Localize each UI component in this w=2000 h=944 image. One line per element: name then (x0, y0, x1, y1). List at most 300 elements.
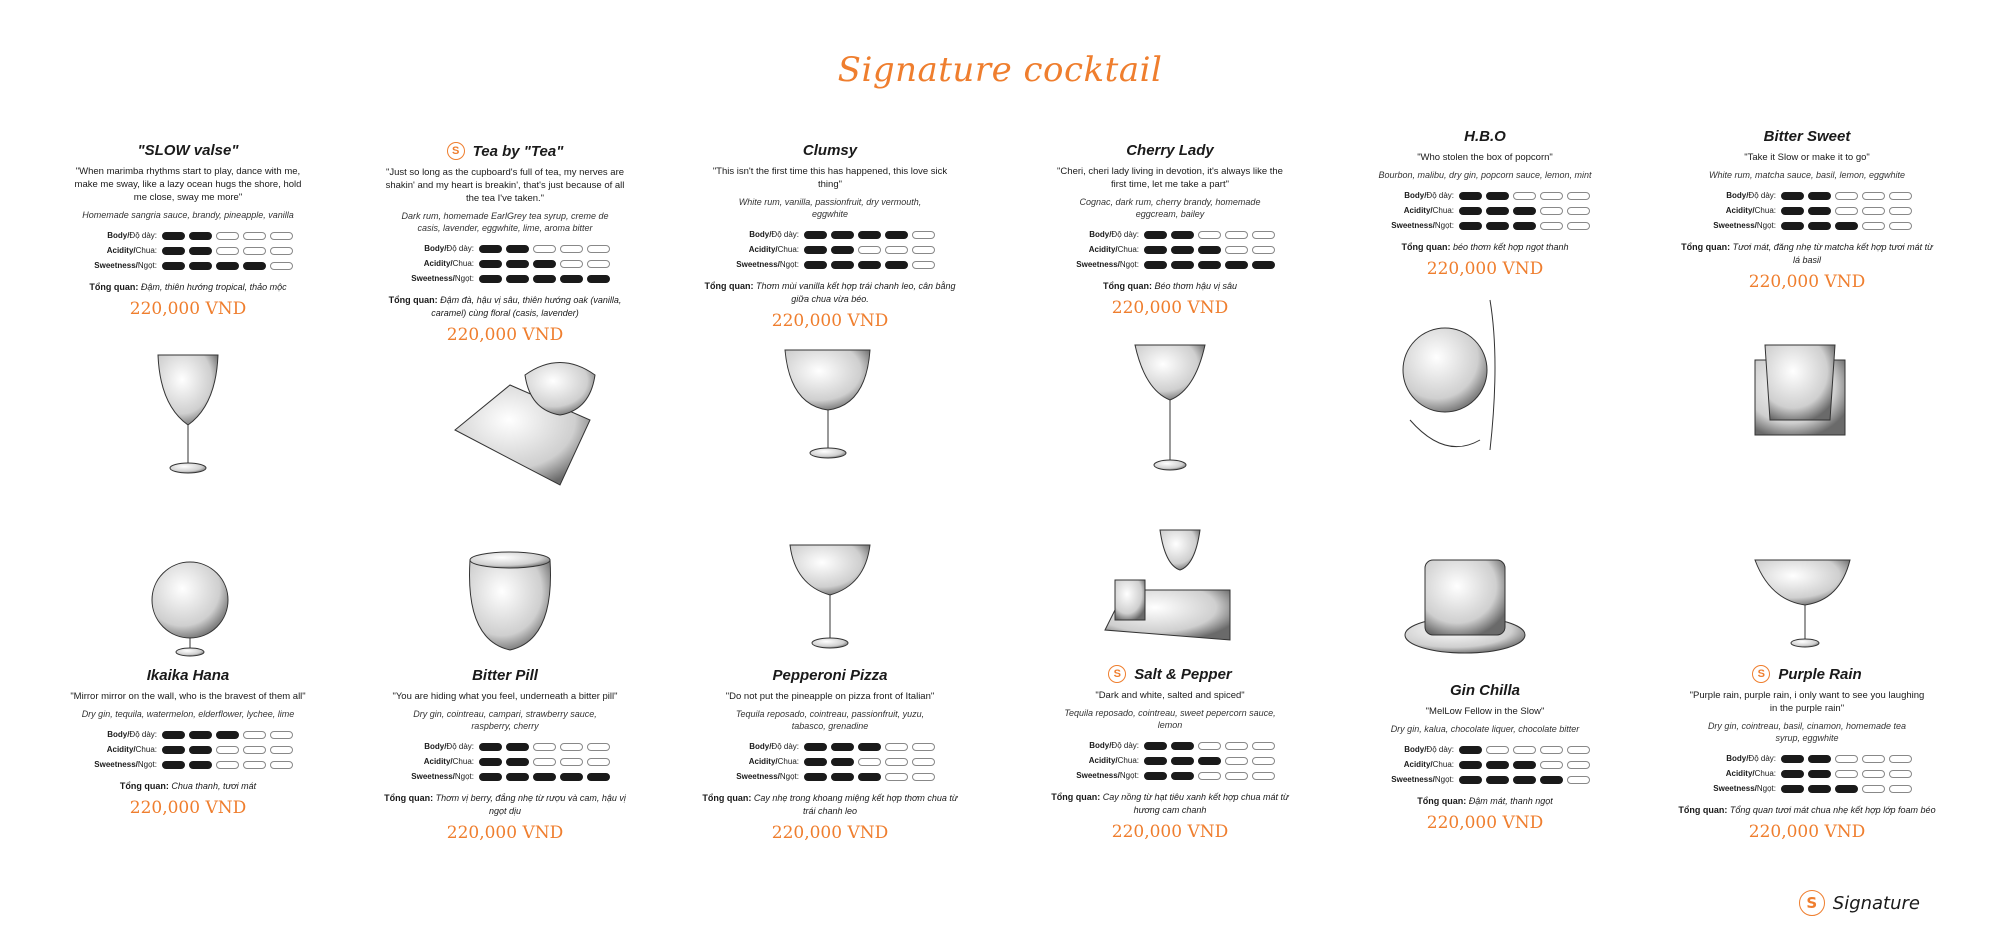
rating-label-body-vn: Độ dày: (1426, 191, 1454, 200)
rating-pill (912, 246, 935, 254)
cocktail-name-text: Cherry Lady (1126, 142, 1214, 159)
rating-row-acidity (1065, 753, 1275, 768)
rating-row-acidity (1065, 242, 1275, 257)
rating-pills-body (1781, 192, 1912, 200)
rating-row-body (83, 727, 293, 742)
rating-label-body-vn: Độ dày: (1426, 745, 1454, 754)
cocktail-name (680, 667, 980, 684)
cocktail-ingredients: Dark rum, homemade EarlGrey tea syrup, creme de casis, lavender, eggwhite, lime, aroma bitter (401, 211, 609, 233)
rating-pill (270, 247, 293, 255)
rating-label-acidity-en: Acidity/ (1088, 756, 1118, 765)
rating-pills-sweetness (162, 761, 293, 769)
rating-pill (587, 245, 610, 253)
rating-pill (885, 743, 908, 751)
rating-label-body (1065, 230, 1144, 239)
rating-label-sweetness-vn: Ngọt: (1119, 260, 1139, 269)
overview-text: Thơm mùi vanilla kết hợp trái chanh leo, cân bằng giữa chua vừa béo. (756, 281, 956, 304)
rating-pills-body (1144, 742, 1275, 750)
rating-label-acidity-vn: Chua: (1432, 206, 1454, 215)
rating-pill (1567, 222, 1590, 230)
rating-label-body-en: Body/ (1404, 191, 1427, 200)
rating-label-acidity-en: Acidity/ (1725, 206, 1755, 215)
rating-row-acidity (400, 754, 610, 769)
rating-label-body-vn: Độ dày: (771, 742, 799, 751)
rating-pill (533, 773, 556, 781)
rating-label-sweetness-vn: Ngọt: (454, 274, 474, 283)
rating-label-acidity-en: Acidity/ (423, 259, 453, 268)
rating-pill (1540, 192, 1563, 200)
rating-label-body-en: Body/ (424, 244, 447, 253)
rating-pill (587, 743, 610, 751)
rating-pill (1567, 192, 1590, 200)
rating-pill (912, 231, 935, 239)
cocktail-name-text: Ikaika Hana (146, 667, 230, 684)
overview-label: Tổng quan: (1051, 792, 1101, 802)
rating-pills-body (162, 731, 293, 739)
rating-pill (270, 232, 293, 240)
rating-label-acidity-vn: Chua: (777, 757, 799, 766)
rating-pill (560, 245, 583, 253)
rating-pill (1198, 742, 1221, 750)
overview-label: Tổng quan: (1401, 242, 1451, 252)
signature-logo-icon: S (1108, 665, 1126, 683)
rating-pill (587, 758, 610, 766)
cocktail-card (38, 142, 338, 319)
rating-label-sweetness-vn: Ngọt: (779, 260, 799, 269)
rating-pill (1225, 772, 1248, 780)
cocktail-overview (58, 780, 318, 793)
cocktail-price: 220,000 VND (1748, 822, 1866, 842)
cocktail-price: 220,000 VND (771, 823, 889, 843)
rating-pill (533, 245, 556, 253)
cocktail-ingredients: Homemade sangria sauce, brandy, pineapple, vanilla (82, 210, 294, 220)
rating-pill (1862, 755, 1885, 763)
rating-label-body-vn: Độ dày: (1748, 191, 1776, 200)
rating-pill (1862, 207, 1885, 215)
overview-text: Chua thanh, tươi mát (171, 781, 257, 791)
rating-pills-sweetness (479, 773, 610, 781)
cocktail-card (1335, 128, 1635, 279)
rating-pill (912, 743, 935, 751)
rating-row-body (400, 241, 610, 256)
rating-label-acidity (725, 245, 804, 254)
rating-label-body-en: Body/ (1089, 741, 1112, 750)
cocktail-name-text: Purple Rain (1778, 665, 1862, 683)
rating-label-sweetness-en: Sweetness/ (1391, 221, 1435, 230)
rating-label-body (83, 231, 162, 240)
cocktail-quote: "Purple rain, purple rain, i only want to see you laughing in the purple rain" (1689, 690, 1925, 714)
cocktail-overview (700, 792, 960, 818)
rating-pill (885, 758, 908, 766)
rating-pill (1198, 757, 1221, 765)
rating-row-sweetness (1065, 768, 1275, 783)
rating-pill (1540, 207, 1563, 215)
rating-label-acidity (1380, 206, 1459, 215)
rating-label-acidity-en: Acidity/ (1403, 206, 1433, 215)
rating-row-acidity (1702, 203, 1912, 218)
rating-pill (1567, 776, 1590, 784)
cocktail-name (38, 142, 338, 159)
glass-sketch-cherry-lady (1135, 345, 1205, 470)
rating-pills-acidity (1144, 757, 1275, 765)
cocktail-card (680, 142, 980, 331)
rating-row-sweetness (1065, 257, 1275, 272)
rating-row-acidity (1702, 766, 1912, 781)
cocktail-price: 220,000 VND (1426, 813, 1544, 833)
rating-label-sweetness-en: Sweetness/ (736, 772, 780, 781)
rating-pill (506, 758, 529, 766)
rating-row-acidity (725, 242, 935, 257)
rating-pill (858, 261, 881, 269)
rating-pill (1252, 246, 1275, 254)
rating-pill (858, 743, 881, 751)
overview-text: béo thơm kết hợp ngọt thanh (1453, 242, 1569, 252)
rating-pill (831, 231, 854, 239)
rating-pill (1513, 207, 1536, 215)
rating-table (1702, 188, 1912, 233)
rating-pill (1513, 746, 1536, 754)
cocktail-name-text: Pepperoni Pizza (772, 667, 888, 684)
rating-table (83, 727, 293, 772)
rating-label-acidity (1702, 769, 1781, 778)
cocktail-quote: "This isn't the first time this has happened, this love sick thing" (712, 166, 948, 190)
rating-pill (189, 247, 212, 255)
cocktail-price: 220,000 VND (1426, 259, 1544, 279)
rating-pill (831, 743, 854, 751)
glass-sketch-ikaika-hana (152, 562, 228, 656)
rating-pill (1486, 746, 1509, 754)
cocktail-ingredients: Tequila reposado, cointreau, sweet pepercorn sauce, lemon (1064, 708, 1276, 730)
rating-pills-sweetness (804, 261, 935, 269)
rating-label-sweetness-en: Sweetness/ (94, 760, 138, 769)
rating-pills-acidity (1144, 246, 1275, 254)
cocktail-ingredients: Bourbon, malibu, dry gin, popcorn sauce, lemon, mint (1378, 170, 1592, 180)
cocktail-price: 220,000 VND (1111, 822, 1229, 842)
rating-pill (1808, 222, 1831, 230)
rating-pills-acidity (1459, 207, 1590, 215)
rating-pill (1808, 770, 1831, 778)
signature-logo-icon: S (1799, 890, 1825, 916)
cocktail-ingredients: Dry gin, kalua, chocolate liquer, chocolate bitter (1390, 724, 1580, 734)
rating-pill (1862, 192, 1885, 200)
rating-pill (189, 262, 212, 270)
rating-pill (1781, 222, 1804, 230)
rating-pill (1808, 207, 1831, 215)
page-title: Signature cocktail (837, 50, 1163, 90)
rating-pill (216, 746, 239, 754)
cocktail-name-text: Bitter Pill (472, 667, 538, 684)
rating-label-sweetness-vn: Ngọt: (1119, 771, 1139, 780)
rating-pill (831, 758, 854, 766)
glass-sketch-gin-chilla (1405, 560, 1525, 653)
rating-pill (533, 743, 556, 751)
rating-label-acidity-en: Acidity/ (748, 757, 778, 766)
cocktail-ingredients: White rum, matcha sauce, basil, lemon, eggwhite (1708, 170, 1906, 180)
rating-label-sweetness-en: Sweetness/ (1713, 784, 1757, 793)
rating-pill (243, 247, 266, 255)
rating-label-body-en: Body/ (749, 742, 772, 751)
rating-row-sweetness (83, 757, 293, 772)
rating-pill (189, 731, 212, 739)
rating-label-body-vn: Độ dày: (129, 730, 157, 739)
cocktail-ingredients: Dry gin, tequila, watermelon, elderflower, lychee, lime (81, 709, 295, 719)
rating-pills-sweetness (1459, 776, 1590, 784)
rating-pills-acidity (162, 247, 293, 255)
rating-pill (216, 761, 239, 769)
rating-label-sweetness (1065, 771, 1144, 780)
rating-label-body (1702, 191, 1781, 200)
rating-pill (533, 758, 556, 766)
rating-table (1380, 188, 1590, 233)
rating-pill (1171, 757, 1194, 765)
rating-pill (1225, 261, 1248, 269)
rating-label-sweetness (725, 772, 804, 781)
rating-pill (1889, 192, 1912, 200)
rating-label-acidity-en: Acidity/ (1088, 245, 1118, 254)
cocktail-name (38, 667, 338, 684)
rating-row-acidity (1380, 203, 1590, 218)
overview-label: Tổng quan: (119, 781, 169, 791)
rating-label-acidity-vn: Chua: (452, 259, 474, 268)
footer-brand (1799, 890, 1920, 916)
rating-pill (1835, 785, 1858, 793)
cocktail-price: 220,000 VND (1111, 298, 1229, 318)
rating-pill (533, 275, 556, 283)
rating-pill (587, 275, 610, 283)
rating-pill (1198, 246, 1221, 254)
rating-table (83, 228, 293, 273)
rating-row-acidity (83, 243, 293, 258)
rating-label-body (1380, 745, 1459, 754)
rating-pill (1459, 192, 1482, 200)
rating-row-sweetness (400, 769, 610, 784)
rating-label-sweetness-vn: Ngọt: (779, 772, 799, 781)
rating-row-body (725, 227, 935, 242)
rating-pill (1144, 757, 1167, 765)
rating-label-body-en: Body/ (1089, 230, 1112, 239)
rating-row-sweetness (400, 271, 610, 286)
rating-label-acidity-vn: Chua: (1117, 245, 1139, 254)
rating-label-sweetness (1702, 784, 1781, 793)
cocktail-card (1335, 682, 1635, 833)
rating-label-acidity (725, 757, 804, 766)
rating-pill (243, 262, 266, 270)
rating-pills-acidity (162, 746, 293, 754)
signature-logo-icon: S (1752, 665, 1770, 683)
rating-row-sweetness (83, 258, 293, 273)
rating-pill (1144, 231, 1167, 239)
cocktail-name (355, 142, 655, 160)
rating-row-sweetness (1380, 772, 1590, 787)
cocktail-price: 220,000 VND (446, 325, 564, 345)
cocktail-overview (700, 280, 960, 306)
rating-pill (216, 731, 239, 739)
rating-pills-sweetness (1144, 261, 1275, 269)
cocktail-card (355, 667, 655, 843)
glass-sketch-tea-by-tea (455, 363, 595, 486)
cocktail-quote: "Dark and white, salted and spiced" (1095, 690, 1245, 701)
cocktail-quote: "You are hiding what you feel, underneath a bitter pill" (392, 691, 618, 702)
cocktail-name-text: "SLOW valse" (137, 142, 239, 159)
overview-text: Tổng quan tươi mát chua nhẹ kết hợp lớp foam béo (1729, 805, 1936, 815)
rating-pill (270, 761, 293, 769)
rating-label-body (1065, 741, 1144, 750)
rating-label-acidity-en: Acidity/ (748, 245, 778, 254)
rating-pill (858, 773, 881, 781)
overview-label: Tổng quan: (1681, 242, 1731, 252)
overview-text: Tươi mát, đăng nhẹ từ matcha kết hợp tươi mát từ lá basil (1732, 242, 1933, 265)
cocktail-quote: "Take it Slow or make it to go" (1744, 152, 1870, 163)
rating-pills-body (804, 743, 935, 751)
glass-sketch-pepperoni-pizza (790, 545, 870, 648)
rating-label-body (83, 730, 162, 739)
rating-pill (1889, 207, 1912, 215)
rating-label-body-vn: Độ dày: (771, 230, 799, 239)
rating-label-body (725, 742, 804, 751)
cocktail-name-text: Gin Chilla (1449, 682, 1520, 699)
glass-sketch-bitter-pill (470, 552, 551, 650)
rating-pill (1171, 261, 1194, 269)
overview-label: Tổng quan: (384, 793, 434, 803)
rating-pills-sweetness (479, 275, 610, 283)
overview-label: Tổng quan: (1417, 796, 1467, 806)
rating-row-acidity (725, 754, 935, 769)
rating-pill (885, 773, 908, 781)
rating-pill (162, 731, 185, 739)
rating-pill (1486, 222, 1509, 230)
rating-label-sweetness (83, 760, 162, 769)
cocktail-price: 220,000 VND (446, 823, 564, 843)
cocktail-name (1020, 665, 1320, 683)
rating-pill (912, 758, 935, 766)
overview-text: Cay nhẹ trong khoang miệng kết hợp thơm chua từ trái chanh leo (753, 793, 958, 816)
cocktail-price: 220,000 VND (1748, 272, 1866, 292)
rating-label-body-vn: Độ dày: (1111, 230, 1139, 239)
rating-pill (270, 262, 293, 270)
rating-row-acidity (83, 742, 293, 757)
rating-pills-body (804, 231, 935, 239)
rating-pill (804, 743, 827, 751)
rating-pill (479, 758, 502, 766)
rating-label-acidity (400, 259, 479, 268)
rating-label-acidity-vn: Chua: (1117, 756, 1139, 765)
rating-pill (1540, 776, 1563, 784)
rating-row-sweetness (1702, 781, 1912, 796)
rating-label-body-vn: Độ dày: (1111, 741, 1139, 750)
rating-pill (885, 261, 908, 269)
rating-pill (1459, 761, 1482, 769)
rating-pills-acidity (804, 758, 935, 766)
cocktail-overview (1677, 241, 1937, 267)
cocktail-overview (1040, 280, 1300, 293)
glass-sketch-hbo (1403, 300, 1495, 450)
rating-pill (1808, 785, 1831, 793)
rating-label-sweetness (1380, 221, 1459, 230)
rating-pills-body (1144, 231, 1275, 239)
cocktail-overview (1355, 795, 1615, 808)
rating-pill (912, 773, 935, 781)
rating-row-sweetness (1380, 218, 1590, 233)
cocktail-quote: "Do not put the pineapple on pizza front of Italian" (725, 691, 935, 702)
rating-label-body (400, 244, 479, 253)
glass-sketch-bitter-sweet (1755, 345, 1845, 435)
rating-label-body (725, 230, 804, 239)
cocktail-card (355, 142, 655, 345)
cocktail-ingredients: Tequila reposado, cointreau, passionfruit, yuzu, tabasco, grenadine (735, 709, 925, 731)
rating-pill (216, 247, 239, 255)
rating-row-sweetness (725, 769, 935, 784)
rating-pill (1781, 785, 1804, 793)
rating-pill (1252, 772, 1275, 780)
cocktail-quote: "Just so long as the cupboard's full of tea, my nerves are shakin' and my heart is breakin', that's just because of all the tea I've taken." (385, 167, 625, 204)
rating-pill (587, 260, 610, 268)
glass-sketch-slow-valse (158, 355, 218, 473)
cocktail-card (680, 667, 980, 843)
rating-label-sweetness-en: Sweetness/ (94, 261, 138, 270)
rating-pill (560, 773, 583, 781)
rating-pill (1862, 785, 1885, 793)
cocktail-ingredients: Cognac, dark rum, cherry brandy, homemade eggcream, bailey (1079, 197, 1261, 219)
rating-pills-sweetness (804, 773, 935, 781)
rating-label-acidity-vn: Chua: (1754, 206, 1776, 215)
rating-pill (1144, 261, 1167, 269)
overview-text: Đậm, thiên hướng tropical, thảo mộc (140, 282, 287, 292)
rating-label-body-vn: Độ dày: (446, 244, 474, 253)
rating-pill (858, 758, 881, 766)
rating-row-body (1065, 738, 1275, 753)
rating-pill (479, 773, 502, 781)
cocktail-price: 220,000 VND (129, 299, 247, 319)
rating-pill (1144, 772, 1167, 780)
rating-label-body-en: Body/ (1404, 745, 1427, 754)
cocktail-card (1657, 665, 1957, 842)
rating-pill (1862, 222, 1885, 230)
rating-label-acidity-vn: Chua: (135, 745, 157, 754)
rating-pills-acidity (1781, 770, 1912, 778)
rating-table (1380, 742, 1590, 787)
cocktail-name (680, 142, 980, 159)
rating-pill (858, 231, 881, 239)
cocktail-overview (375, 792, 635, 818)
cocktail-name (1335, 128, 1635, 145)
rating-pill (189, 761, 212, 769)
rating-label-sweetness-vn: Ngọt: (454, 772, 474, 781)
rating-label-sweetness-en: Sweetness/ (411, 274, 455, 283)
rating-pill (1540, 761, 1563, 769)
glass-sketch-purple-rain (1755, 560, 1850, 647)
rating-label-acidity-vn: Chua: (135, 246, 157, 255)
cocktail-quote: "MelLow Fellow in the Slow" (1425, 706, 1545, 717)
rating-pill (1781, 192, 1804, 200)
cocktail-overview (1355, 241, 1615, 254)
rating-label-acidity-vn: Chua: (1432, 760, 1454, 769)
rating-label-sweetness-en: Sweetness/ (411, 772, 455, 781)
rating-label-sweetness-en: Sweetness/ (1391, 775, 1435, 784)
overview-label: Tổng quan: (89, 282, 139, 292)
rating-pill (1889, 770, 1912, 778)
cocktail-overview (1040, 791, 1300, 817)
rating-pill (216, 262, 239, 270)
rating-pill (1567, 746, 1590, 754)
rating-pills-body (162, 232, 293, 240)
overview-text: Béo thơm hậu vị sâu (1154, 281, 1237, 291)
rating-label-sweetness-en: Sweetness/ (1076, 771, 1120, 780)
rating-pill (885, 231, 908, 239)
rating-label-body-en: Body/ (107, 231, 130, 240)
rating-pill (533, 260, 556, 268)
rating-pills-sweetness (1781, 785, 1912, 793)
rating-pill (1781, 207, 1804, 215)
